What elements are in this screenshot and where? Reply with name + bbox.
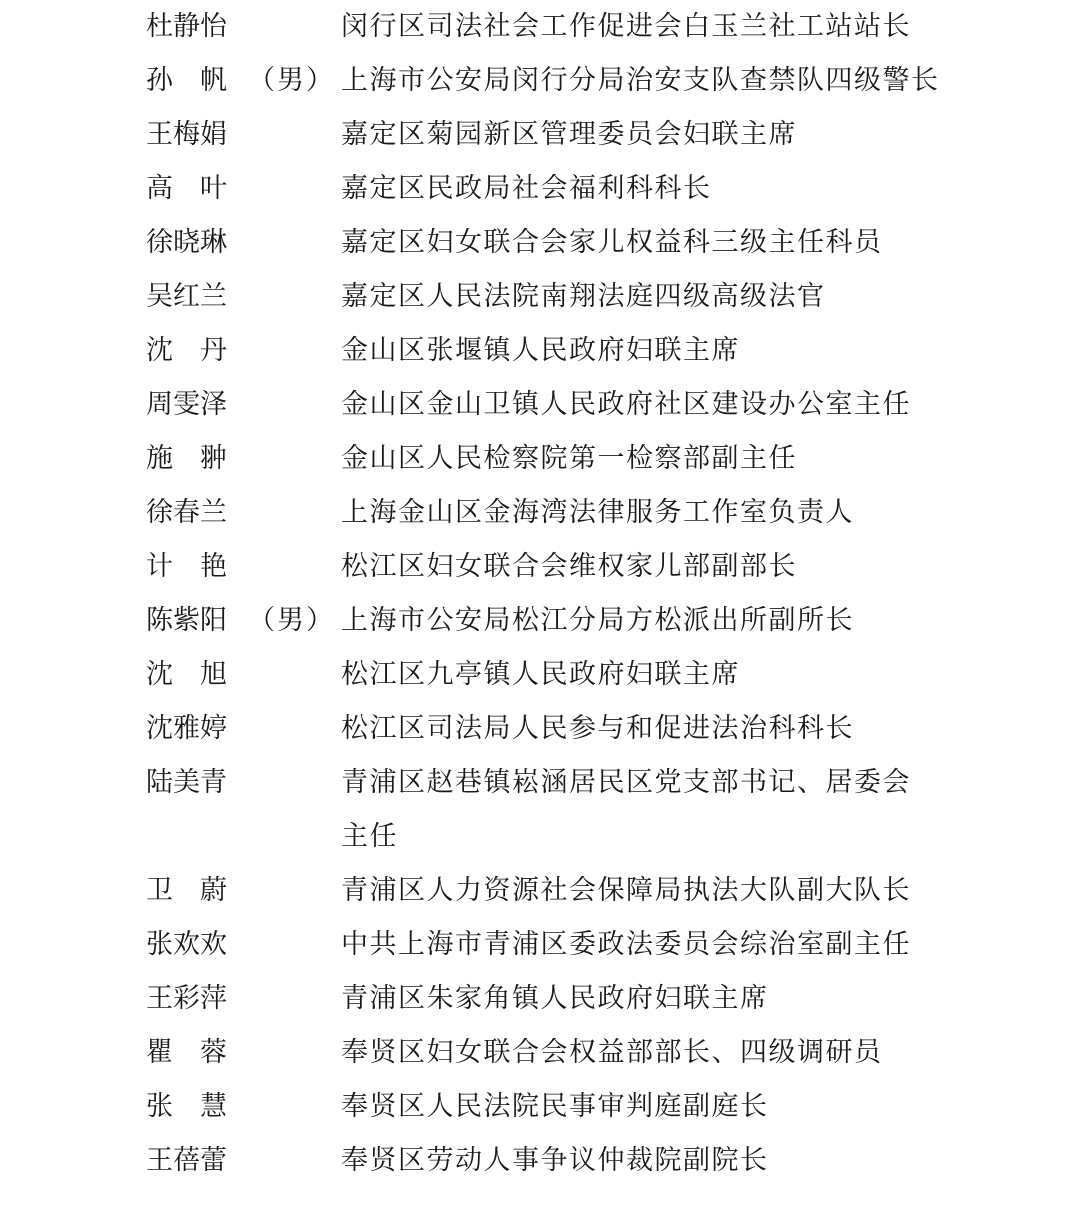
list-item (0, 486, 1080, 540)
gender-note: （男） (248, 65, 335, 96)
list-item (0, 378, 1080, 432)
person-title: 上海市公安局松江分局方松派出所副所长 (341, 605, 854, 636)
person-title: 中共上海市青浦区委政法委员会综治室副主任 (341, 929, 911, 960)
person-name: 施 翀 (146, 443, 227, 474)
person-title: 嘉定区妇女联合会家儿权益科三级主任科员 (341, 227, 883, 258)
list-item (0, 540, 1080, 594)
person-title: 上海市公安局闵行分局治安支队查禁队四级警长 (341, 65, 940, 96)
list-item (0, 1026, 1080, 1080)
person-name: 沈 丹 (146, 335, 227, 366)
list-item (0, 216, 1080, 270)
gender-note: （男） (248, 605, 335, 636)
list-item (0, 864, 1080, 918)
person-name: 王梅娟 (146, 119, 227, 150)
person-title: 青浦区朱家角镇人民政府妇联主席 (341, 983, 769, 1014)
list-item (0, 1134, 1080, 1188)
person-title: 闵行区司法社会工作促进会白玉兰社工站站长 (341, 11, 911, 42)
list-item (0, 324, 1080, 378)
person-title: 嘉定区人民法院南翔法庭四级高级法官 (341, 281, 826, 312)
list-item (0, 0, 1080, 54)
list-item (0, 162, 1080, 216)
list-item (0, 594, 1080, 648)
person-title: 松江区司法局人民参与和促进法治科科长 (341, 713, 854, 744)
list-item (0, 270, 1080, 324)
person-name: 周雯泽 (146, 389, 227, 420)
person-title: 奉贤区劳动人事争议仲裁院副院长 (341, 1145, 769, 1176)
list-item (0, 756, 1080, 864)
person-title: 嘉定区民政局社会福利科科长 (341, 173, 712, 204)
person-name: 吴红兰 (146, 281, 227, 312)
person-title: 青浦区人力资源社会保障局执法大队副大队长 (341, 875, 911, 906)
person-name: 孙 帆 （男） (146, 65, 335, 96)
person-name: 陈紫阳 （男） (146, 605, 335, 636)
person-name: 陆美青 (146, 767, 227, 798)
person-name: 计 艳 (146, 551, 227, 582)
person-name: 徐晓琳 (146, 227, 227, 258)
person-title: 上海金山区金海湾法律服务工作室负责人 (341, 497, 854, 528)
list-item (0, 1080, 1080, 1134)
person-title: 嘉定区菊园新区管理委员会妇联主席 (341, 119, 797, 150)
person-name: 张 慧 (146, 1091, 227, 1122)
person-title: 金山区金山卫镇人民政府社区建设办公室主任 (341, 389, 911, 420)
list-item (0, 918, 1080, 972)
person-title: 松江区妇女联合会维权家儿部副部长 (341, 551, 797, 582)
person-title: 金山区人民检察院第一检察部副主任 (341, 443, 797, 474)
list-item (0, 54, 1080, 108)
person-title: 奉贤区人民法院民事审判庭副庭长 (341, 1091, 769, 1122)
list-item (0, 648, 1080, 702)
person-name: 卫 蔚 (146, 875, 227, 906)
person-name: 杜静怡 (146, 11, 227, 42)
person-title: 金山区张堰镇人民政府妇联主席 (341, 335, 740, 366)
person-name: 王彩萍 (146, 983, 227, 1014)
person-name: 高 叶 (146, 173, 227, 204)
person-name: 沈 旭 (146, 659, 227, 690)
person-name: 王蓓蕾 (146, 1145, 227, 1176)
person-name: 徐春兰 (146, 497, 227, 528)
person-title: 奉贤区妇女联合会权益部部长、四级调研员 (341, 1037, 883, 1068)
list-item (0, 972, 1080, 1026)
person-name: 瞿 蓉 (146, 1037, 227, 1068)
list-item (0, 108, 1080, 162)
person-name: 张欢欢 (146, 929, 227, 960)
person-title: 青浦区赵巷镇崧涵居民区党支部书记、居委会主任 (341, 767, 911, 852)
list-item (0, 702, 1080, 756)
list-item (0, 432, 1080, 486)
person-title: 松江区九亭镇人民政府妇联主席 (341, 659, 740, 690)
person-name: 沈雅婷 (146, 713, 227, 744)
